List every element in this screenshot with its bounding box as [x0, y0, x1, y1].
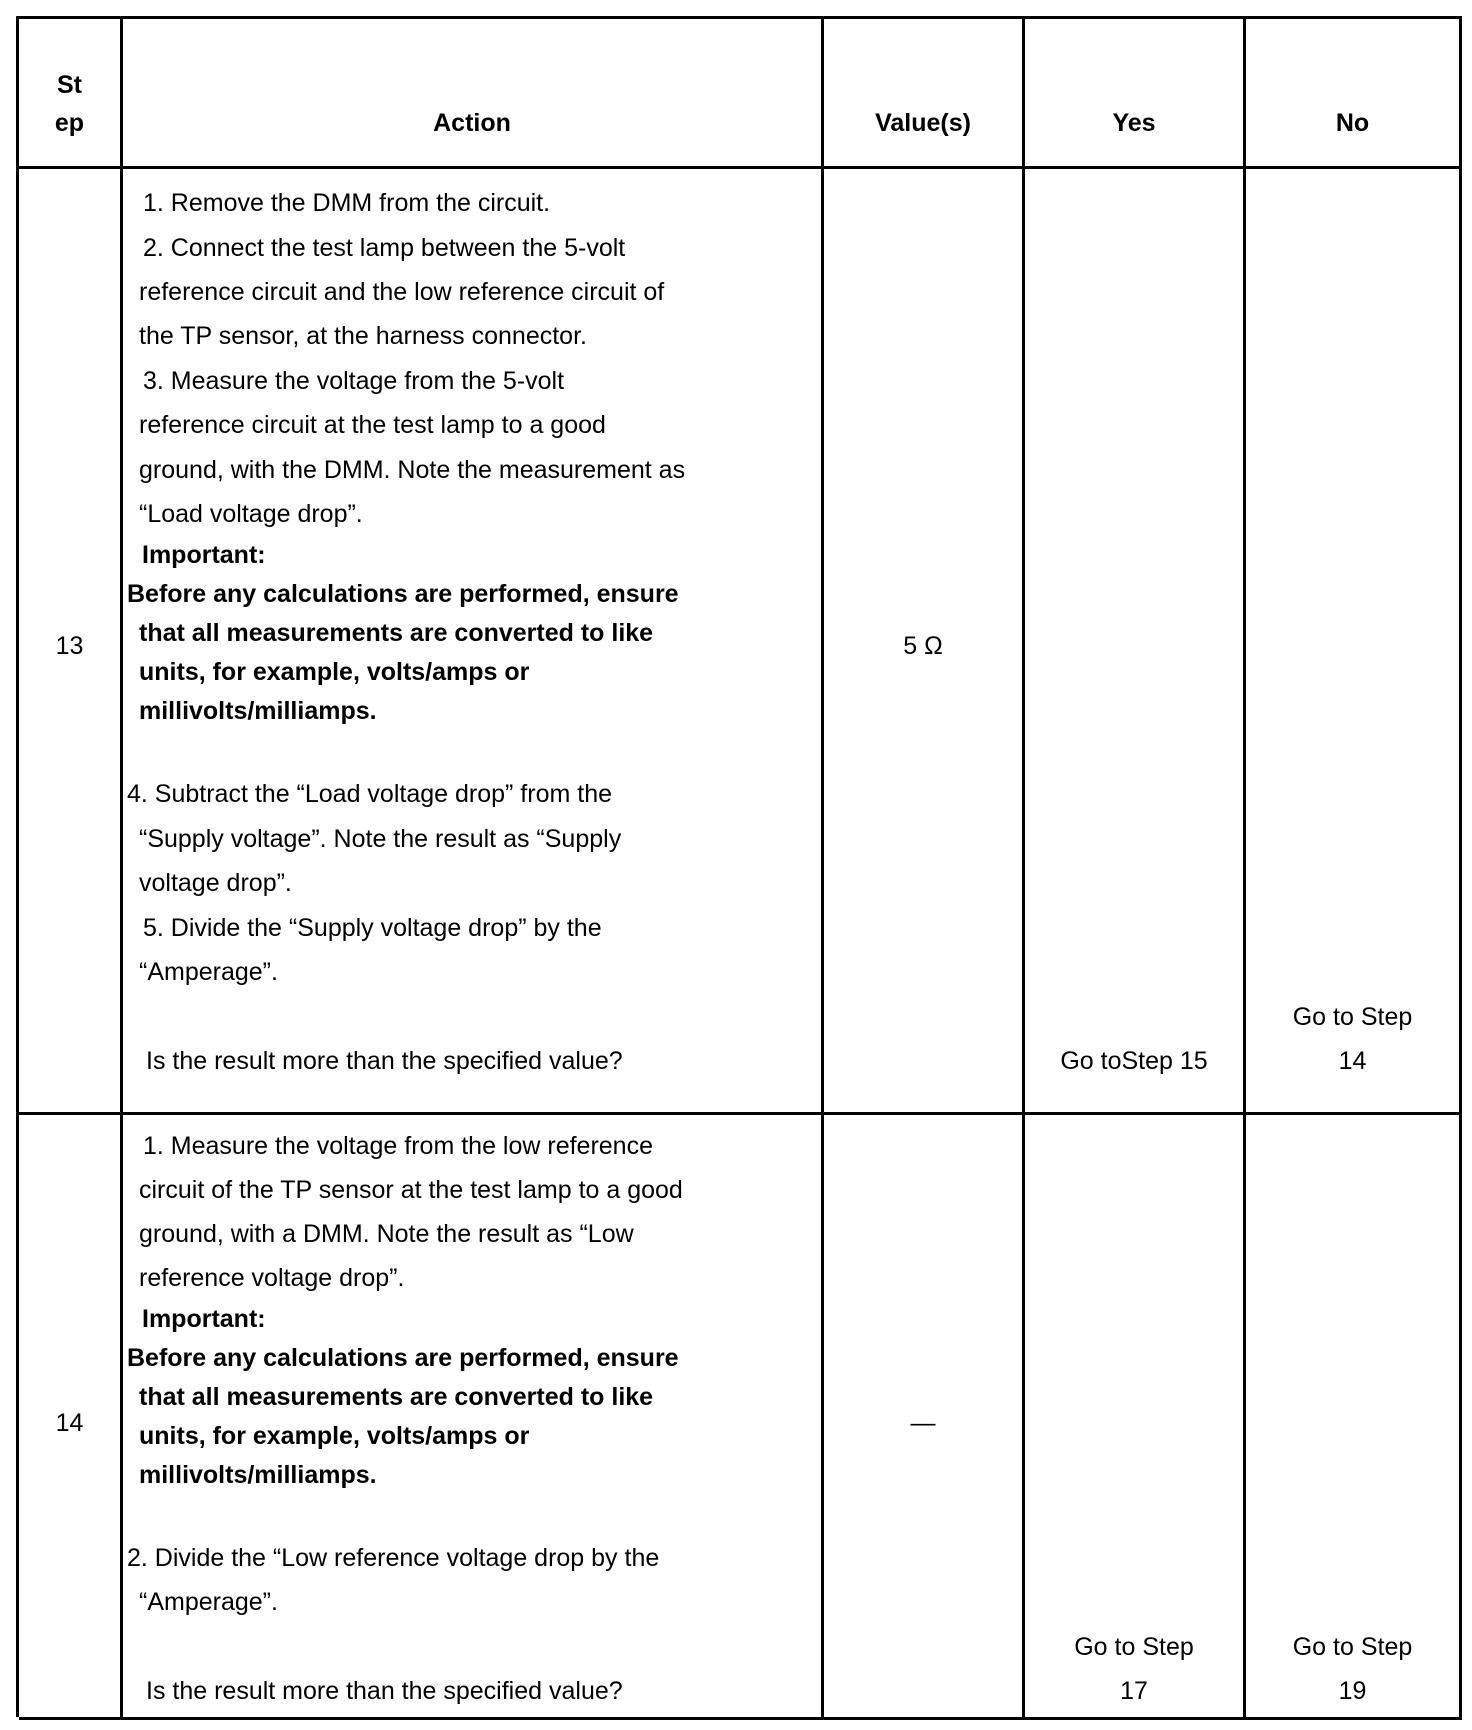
step-number-cell: [19, 169, 123, 1112]
action-line: circuit of the TP sensor at the test lamp to a good: [139, 1176, 683, 1204]
action-line: 3. Measure the voltage from the 5-volt: [143, 367, 565, 395]
step-number-cell: [19, 1115, 123, 1717]
specified-value: —: [910, 1409, 936, 1437]
yes-goto-line2: 17: [1120, 1677, 1148, 1705]
no-cell: [1246, 1115, 1462, 1717]
action-cell: [123, 169, 824, 1112]
action-line: 1. Remove the DMM from the circuit.: [143, 189, 551, 217]
no-goto-line2: 14: [1338, 1047, 1367, 1075]
action-line: ground, with the DMM. Note the measurement as: [139, 456, 686, 484]
action-line: voltage drop”.: [139, 869, 292, 897]
no-goto-line1: Go to Step: [1292, 1633, 1413, 1661]
action-line: 5. Divide the “Supply voltage drop” by the: [143, 914, 602, 942]
important-label: Important:: [142, 541, 266, 569]
important-note-line: units, for example, volts/amps or: [139, 658, 530, 686]
action-line: the TP sensor, at the harness connector.: [139, 322, 587, 350]
header-yes: [1025, 19, 1246, 166]
header-step-line2: ep: [54, 109, 85, 137]
header-no-label: No: [1335, 109, 1370, 137]
action-line: reference circuit and the low reference circuit of: [139, 278, 665, 306]
question-line: Is the result more than the specified value?: [146, 1047, 623, 1075]
value-cell: [824, 1115, 1025, 1717]
header-step-line1: St: [57, 71, 82, 99]
table-row: [19, 169, 1462, 1115]
no-goto-line2: 19: [1338, 1677, 1367, 1705]
important-note-line: units, for example, volts/amps or: [139, 1422, 530, 1450]
yes-cell: [1025, 169, 1246, 1112]
action-line: “Amperage”.: [139, 958, 278, 986]
yes-goto-line1: Go to Step: [1074, 1633, 1194, 1661]
no-cell: [1246, 169, 1462, 1112]
table-row: [19, 1115, 1462, 1720]
action-line: 1. Measure the voltage from the low reference: [143, 1132, 653, 1160]
header-action-label: Action: [433, 109, 511, 137]
header-yes-label: Yes: [1112, 109, 1156, 137]
header-no: [1246, 19, 1462, 166]
header-action: [123, 19, 824, 166]
important-note-line: millivolts/milliamps.: [139, 697, 377, 725]
action-line: ground, with a DMM. Note the result as “Low: [139, 1220, 634, 1248]
action-line: “Supply voltage”. Note the result as “Supply: [139, 825, 622, 853]
step-number: 14: [55, 1409, 84, 1437]
step-number: 13: [55, 632, 84, 660]
diagnostic-table: [16, 16, 1462, 1717]
header-values: [824, 19, 1025, 166]
action-cell: [123, 1115, 824, 1717]
header-values-label: Value(s): [875, 109, 971, 137]
action-line: 2. Divide the “Low reference voltage drop by the: [127, 1544, 660, 1572]
action-line: reference voltage drop”.: [139, 1264, 405, 1292]
specified-value: 5 Ω: [903, 632, 943, 660]
important-note-line: millivolts/milliamps.: [139, 1461, 377, 1489]
no-goto-line1: Go to Step: [1292, 1003, 1413, 1031]
action-line: 4. Subtract the “Load voltage drop” from the: [127, 780, 612, 808]
important-note-line: that all measurements are converted to like: [139, 1383, 654, 1411]
important-note-line: Before any calculations are performed, ensure: [127, 1344, 679, 1372]
important-note-line: that all measurements are converted to like: [139, 619, 654, 647]
action-line: 2. Connect the test lamp between the 5-volt: [143, 234, 626, 262]
question-line: Is the result more than the specified value?: [146, 1677, 623, 1705]
header-row: [19, 19, 1462, 169]
header-step: [19, 19, 123, 166]
value-cell: [824, 169, 1025, 1112]
action-line: reference circuit at the test lamp to a good: [139, 411, 606, 439]
important-label: Important:: [142, 1305, 266, 1333]
action-line: “Amperage”.: [139, 1588, 278, 1616]
important-note-line: Before any calculations are performed, ensure: [127, 580, 679, 608]
yes-cell: [1025, 1115, 1246, 1717]
action-line: “Load voltage drop”.: [139, 500, 363, 528]
yes-goto: Go toStep 15: [1060, 1047, 1208, 1075]
